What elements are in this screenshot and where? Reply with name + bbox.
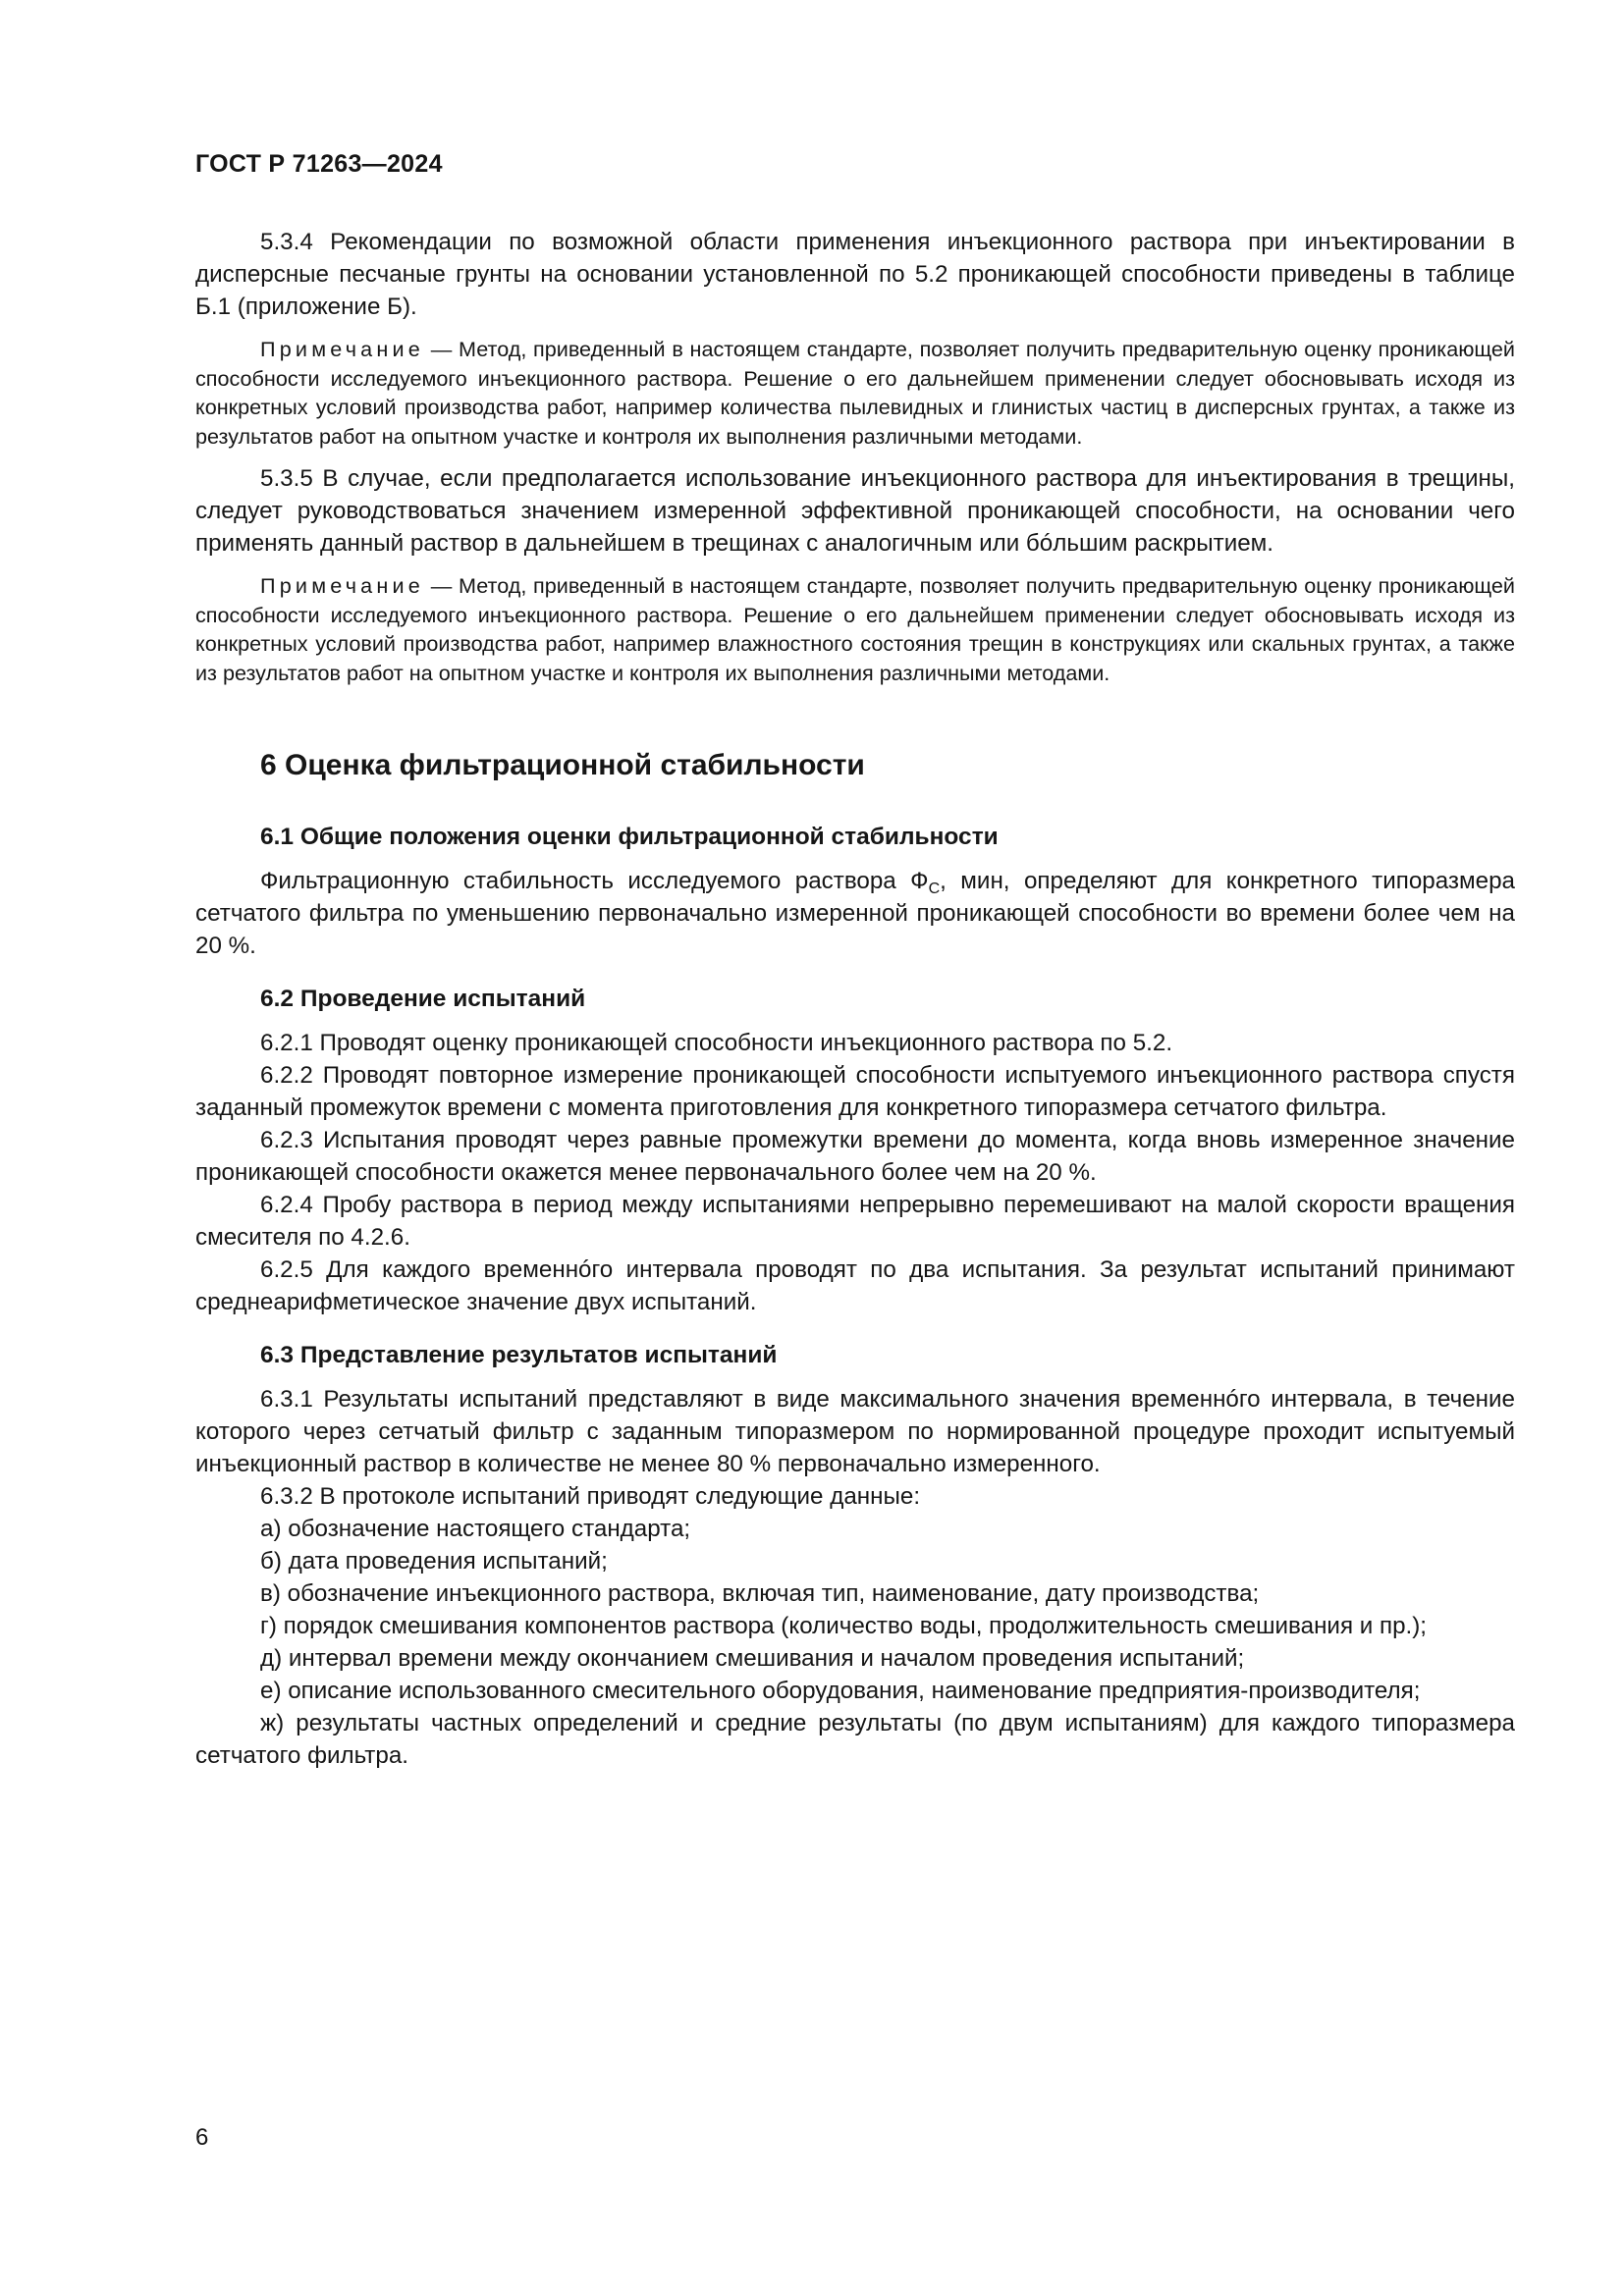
paragraph-5-3-4: 5.3.4 Рекомендации по возможной области применения инъекционного раствора при инъектировании в дисперсные песчаные грунты на основании установленной по 5.2 проникающей способности приведены в таблице Б.1 (приложение Б).: [195, 229, 1515, 320]
section-6-3-title: 6.3 Представление результатов испытаний: [260, 1342, 778, 1368]
page-number: 6: [195, 2124, 209, 2151]
section-6-title: 6 Оценка фильтрационной стабильности: [260, 749, 865, 781]
phi-subscript: С: [928, 881, 941, 897]
paragraph-6-1-part-a: Фильтрационную стабильность исследуемого раствора Ф: [260, 868, 929, 894]
paragraph-6-2-3: 6.2.3 Испытания проводят через равные промежутки времени до момента, когда вновь измеренное значение проникающей способности окажется менее первоначального более чем на 20 %.: [195, 1127, 1515, 1186]
note-label: Примечание: [260, 337, 424, 361]
note-1-text: — Метод, приведенный в настоящем стандарте, позволяет получить предварительную оценку проникающей способности исследуемого инъекционного раствора. Решение о его дальнейшем применении следует обосновывать исходя из конкретных условий производства работ, например количества пылевидных и глинистых частиц в дисперсных грунтах, а также из результатов работ на опытном участке и контроля их выполнения различными методами.: [195, 337, 1515, 449]
section-6-1-title: 6.1 Общие положения оценки фильтрационной стабильности: [260, 824, 999, 850]
list-item-v: в) обозначение инъекционного раствора, включая тип, наименование, дату производства;: [260, 1580, 1260, 1607]
list-item-g: г) порядок смешивания компонентов раствора (количество воды, продолжительность смешивания и пр.);: [260, 1613, 1428, 1639]
paragraph-6-2-2: 6.2.2 Проводят повторное измерение проникающей способности испытуемого инъекционного раствора спустя заданный промежуток времени с момента приготовления для конкретного типоразмера сетчатого фильтра.: [195, 1062, 1515, 1121]
paragraph-6-2-4: 6.2.4 Пробу раствора в период между испытаниями непрерывно перемешивают на малой скорости вращения смесителя по 4.2.6.: [195, 1192, 1515, 1251]
list-item-b: б) дата проведения испытаний;: [260, 1548, 608, 1575]
paragraph-6-3-2: 6.3.2 В протоколе испытаний приводят следующие данные:: [260, 1483, 921, 1510]
list-item-zh: ж) результаты частных определений и средние результаты (по двум испытаниям) для каждого типоразмера сетчатого фильтра.: [195, 1710, 1515, 1769]
paragraph-6-2-1: 6.2.1 Проводят оценку проникающей способности инъекционного раствора по 5.2.: [260, 1030, 1173, 1056]
document-header: ГОСТ Р 71263—2024: [195, 150, 443, 178]
paragraph-6-2-5: 6.2.5 Для каждого временнóго интервала проводят по два испытания. За результат испытаний принимают среднеарифметическое значение двух испытаний.: [195, 1256, 1515, 1315]
note-1: [195, 335, 1515, 451]
document-body: [195, 226, 1515, 1772]
paragraph-6-1: [195, 865, 1515, 962]
note-2-text: — Метод, приведенный в настоящем стандарте, позволяет получить предварительную оценку проникающей способности исследуемого инъекционного раствора. Решение о его дальнейшем применении следует обосновывать исходя из конкретных условий производства работ, например влажностного состояния трещин в конструкциях или скальных грунтах, а также из результатов работ на опытном участке и контроля их выполнения различными методами.: [195, 573, 1515, 685]
note-label: Примечание: [260, 573, 424, 598]
list-item-d: д) интервал времени между окончанием смешивания и началом проведения испытаний;: [260, 1645, 1245, 1672]
list-item-a: а) обозначение настоящего стандарта;: [260, 1516, 691, 1542]
list-item-e: е) описание использованного смесительного оборудования, наименование предприятия-производителя;: [260, 1678, 1421, 1704]
section-6-2-title: 6.2 Проведение испытаний: [260, 986, 586, 1012]
paragraph-6-1-part-b: , мин, определяют для конкретного типоразмера сетчатого фильтра по уменьшению первоначально измеренной проникающей способности во времени более чем на 20 %.: [195, 868, 1515, 959]
paragraph-5-3-5: 5.3.5 В случае, если предполагается использование инъекционного раствора для инъектирования в трещины, следует руководствоваться значением измеренной эффективной проникающей способности, на основании чего применять данный раствор в дальнейшем в трещинах с аналогичным или бóльшим раскрытием.: [195, 465, 1515, 557]
note-2: [195, 571, 1515, 687]
paragraph-6-3-1: 6.3.1 Результаты испытаний представляют в виде максимального значения временнóго интервала, в течение которого через сетчатый фильтр с заданным типоразмером по нормированной процедуре проходит испытуемый инъекционный раствор в количестве не менее 80 % первоначально измеренного.: [195, 1386, 1515, 1477]
